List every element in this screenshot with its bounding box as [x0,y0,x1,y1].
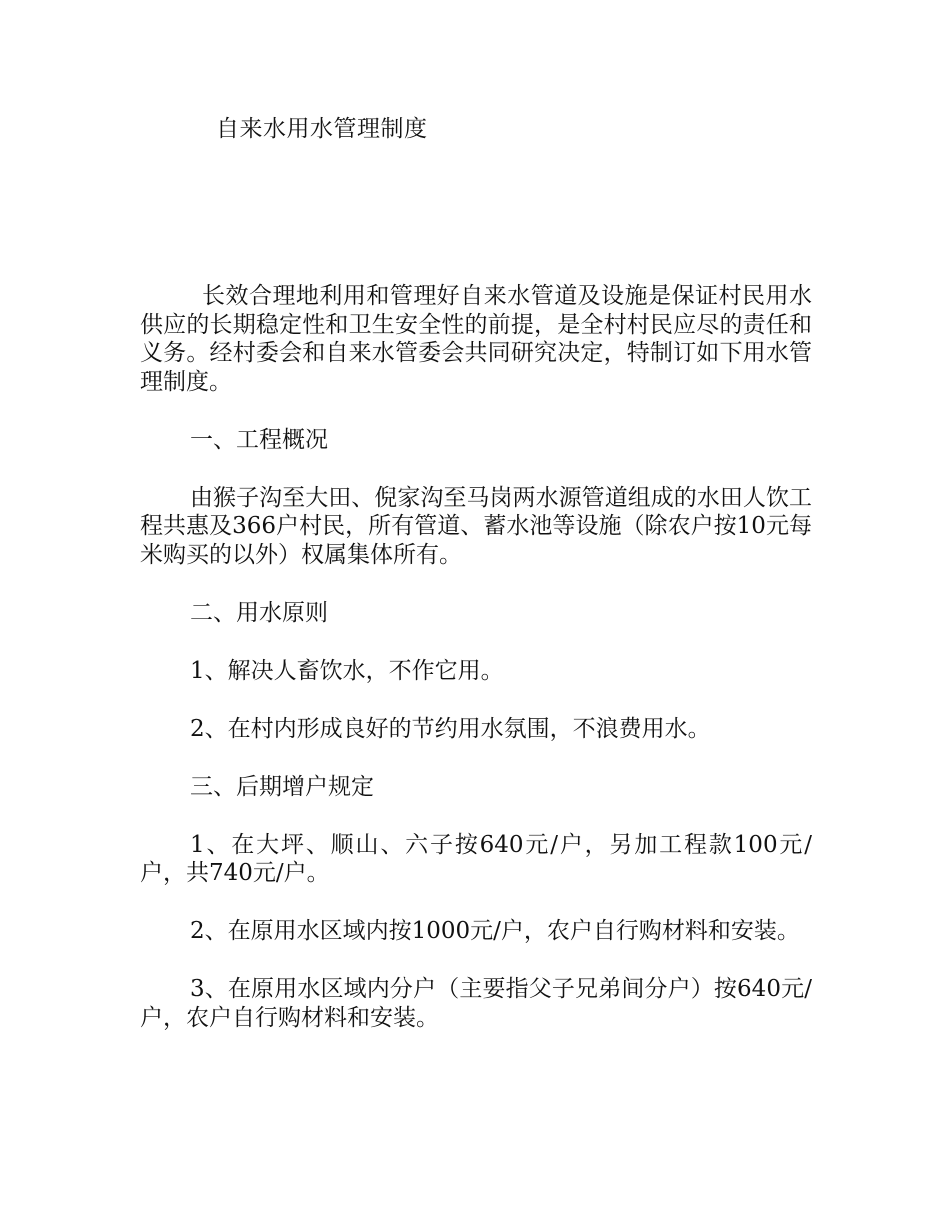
principle-item: 1、解决人畜饮水，不作它用。 [190,657,504,684]
section-heading-water-principles: 二、用水原则 [190,599,328,626]
project-overview-paragraph: 由猴子沟至大田、倪家沟至马岗两水源管道组成的水田人饮工程共惠及366户村民，所有管道、蓄水池等设施（除农户按10元每米购买的以外）权属集体所有。 [140,484,812,568]
rule-item: 1、在大坪、顺山、六子按640元/户，另加工程款100元/户，共740元/户。 [140,831,812,886]
intro-paragraph: 长效合理地利用和管理好自来水管道及设施是保证村民用水供应的长期稳定性和卫生安全性的前提，是全村村民应尽的责任和义务。经村委会和自来水管委会共同研究决定，特制订如下用水管理制度。 [140,283,812,395]
section-heading-project-overview: 一、工程概况 [190,426,328,453]
document-body [140,282,812,1062]
rule-item: 3、在原用水区域内分户（主要指父子兄弟间分户）按640元/户，农户自行购材料和安装。 [140,976,812,1031]
section-heading-new-household-rules: 三、后期增户规定 [190,773,374,800]
principle-item: 2、在村内形成良好的节约用水氛围，不浪费用水。 [190,715,711,742]
rule-item: 2、在原用水区域内按1000元/户，农户自行购材料和安装。 [190,918,800,944]
document-title: 自来水用水管理制度 [216,116,428,142]
